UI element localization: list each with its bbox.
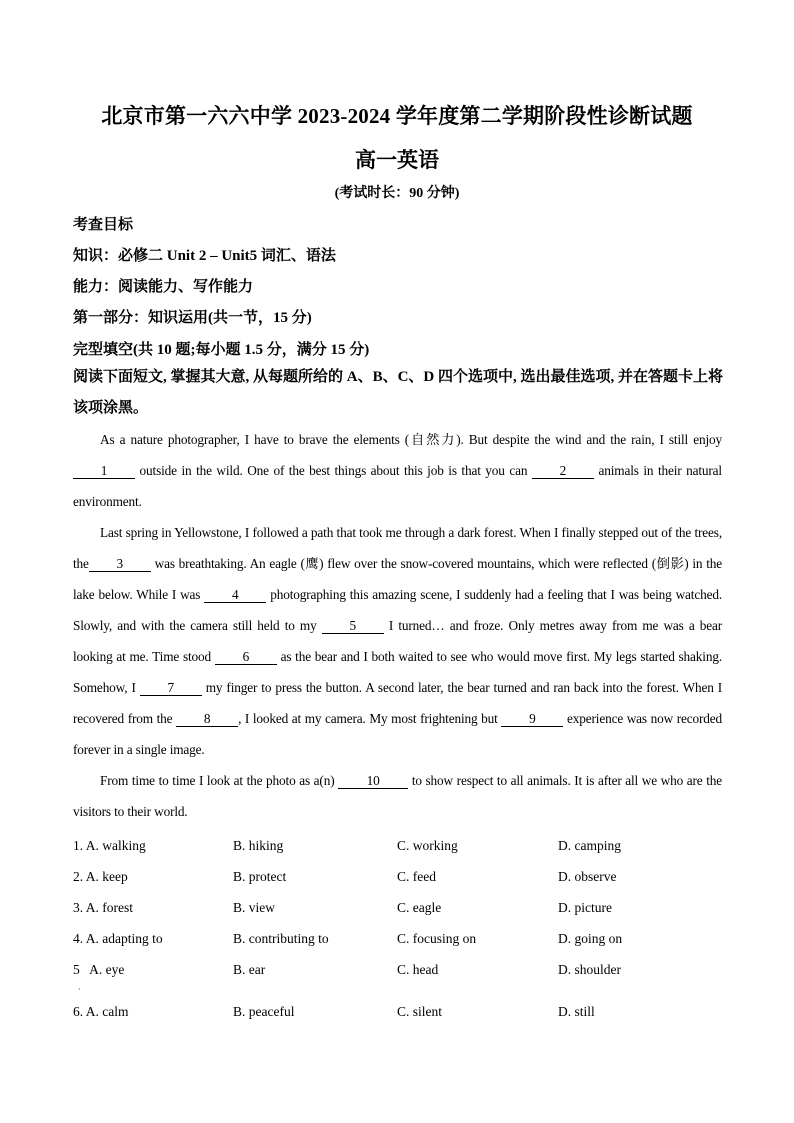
blank-1: 1 bbox=[73, 463, 135, 479]
option-a: 3. A. forest bbox=[73, 900, 133, 915]
option-d: D. still bbox=[558, 1004, 595, 1019]
option-c: C. feed bbox=[397, 869, 436, 884]
option-b: B. peaceful bbox=[233, 1004, 295, 1019]
option-b: B. protect bbox=[233, 869, 287, 884]
cloze-heading: 完型填空(共 10 题;每小题 1.5 分，满分 15 分) bbox=[73, 342, 370, 358]
option-c: C. focusing on bbox=[397, 931, 477, 946]
blank-7: 7 bbox=[140, 680, 202, 696]
option-d: D. camping bbox=[558, 838, 621, 853]
option-d: D. picture bbox=[558, 900, 612, 915]
ability-line: 能力：阅读能力、写作能力 bbox=[73, 279, 254, 295]
option-c: C. working bbox=[397, 838, 458, 853]
option-b: B. contributing to bbox=[233, 931, 329, 946]
question-row bbox=[73, 900, 723, 920]
knowledge-line: 知识：必修二 Unit 2 – Unit5 词汇、语法 bbox=[73, 248, 336, 264]
question-row bbox=[73, 1004, 723, 1024]
instructions: 阅读下面短文, 掌握其大意, 从每题所给的 A、B、C、D 四个选项中, 选出最佳选项, 并在答题卡上将该项涂黑。 bbox=[73, 369, 724, 416]
option-c: C. head bbox=[397, 962, 439, 977]
question-row bbox=[73, 931, 723, 951]
blank-5: 5 bbox=[322, 618, 384, 634]
exam-subtitle: 高一英语 bbox=[355, 148, 439, 172]
blank-3: 3 bbox=[89, 556, 151, 572]
blank-9: 9 bbox=[501, 711, 563, 727]
option-d: D. observe bbox=[558, 869, 617, 884]
option-a: 5 A. eye bbox=[73, 962, 125, 977]
blank-8: 8 bbox=[176, 711, 238, 727]
blank-2: 2 bbox=[532, 463, 594, 479]
question-row bbox=[73, 869, 723, 889]
stray-mark: · bbox=[78, 985, 81, 994]
option-d: D. going on bbox=[558, 931, 623, 946]
part1-heading: 第一部分：知识运用(共一节，15 分) bbox=[73, 310, 312, 326]
blank-6: 6 bbox=[215, 649, 277, 665]
option-c: C. eagle bbox=[397, 900, 442, 915]
option-a: 2. A. keep bbox=[73, 869, 128, 884]
option-a: 4. A. adapting to bbox=[73, 931, 163, 946]
option-b: B. hiking bbox=[233, 838, 284, 853]
blank-4: 4 bbox=[204, 587, 266, 603]
passage bbox=[73, 424, 722, 827]
passage-paragraph: From time to time I look at the photo as a(n) 10 to show respect to all animals. It is after all we who are the visitors to their world. bbox=[73, 773, 722, 819]
exam-duration: (考试时长：90 分钟) bbox=[334, 186, 460, 201]
option-b: B. ear bbox=[233, 962, 266, 977]
question-row bbox=[73, 838, 723, 858]
passage-paragraph: As a nature photographer, I have to brave the elements (自然力). But despite the wind and the rain, I still enjoy 1 outside in the wild. One of the best things about this job is that you can 2 animals in their natural environment. bbox=[73, 432, 722, 509]
option-c: C. silent bbox=[397, 1004, 443, 1019]
option-a: 6. A. calm bbox=[73, 1004, 129, 1019]
question-row bbox=[73, 962, 723, 982]
option-d: D. shoulder bbox=[558, 962, 621, 977]
objectives-heading: 考查目标 bbox=[73, 217, 134, 233]
option-b: B. view bbox=[233, 900, 275, 915]
blank-10: 10 bbox=[338, 773, 408, 789]
exam-title: 北京市第一六六中学 2023-2024 学年度第二学期阶段性诊断试题 bbox=[101, 104, 693, 128]
option-a: 1. A. walking bbox=[73, 838, 146, 853]
passage-paragraph: Last spring in Yellowstone, I followed a path that took me through a dark forest. When I finally stepped out of the trees, the 3 was breathtaking. An eagle (鹰) flew over the snow-covered mountains, which were reflected (倒影) in the lake below. While I was 4 photographing this amazing scene, I suddenly had a feeling that I was being watched. Slowly, and with the camera still held to my 5 I turned… and froze. Only metres away from me was a bear looking at me. Time stood 6 as the bear and I both waited to see who would move first. My legs started shaking. Somehow, I 7 my finger to press the button. A second later, the bear turned and ran back into the forest. When I recovered from the 8 , I looked at my camera. My most frightening but 9 experience was now recorded forever in a single image. bbox=[73, 525, 723, 757]
